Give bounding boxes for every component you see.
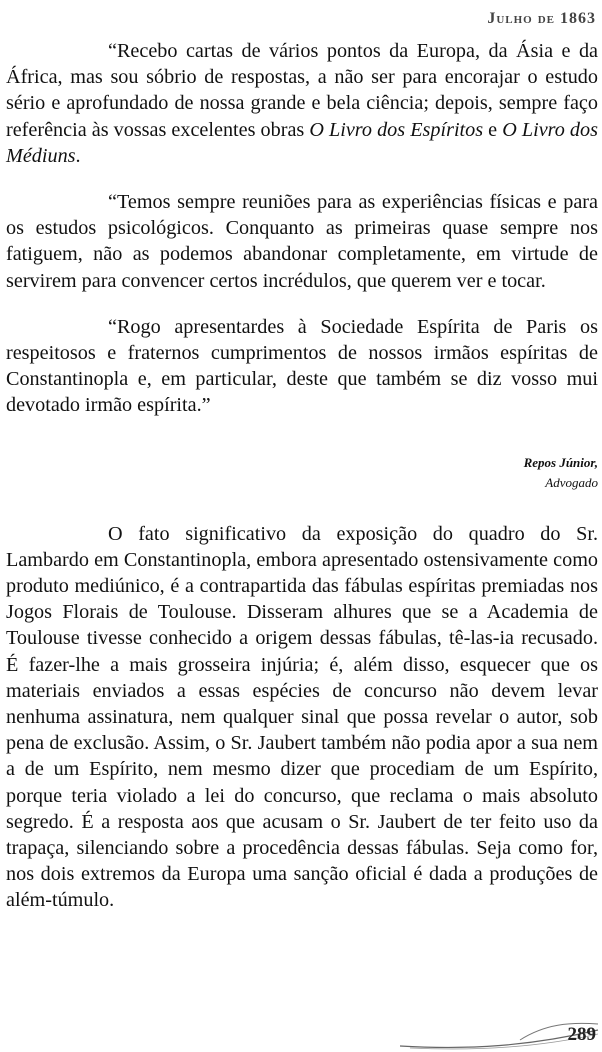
paragraph-1-text: “Recebo cartas de vários pontos da Europa, da Ásia e da África, mas sou sóbrio de respostas, a não ser para encorajar o estudo sério e aprofundado de nossa grande e bela ciência; depois, sempre faço referência às vossas excelentes obras bbox=[6, 40, 598, 141]
book-title-mediuns: O Livro dos Médiuns bbox=[6, 118, 598, 167]
footer-flourish bbox=[0, 1010, 602, 1052]
page-body bbox=[6, 38, 598, 914]
paragraph-2: “Temos sempre reuniões para as experiências físicas e para os estudos psicológicos. Conquanto as primeiras quase sempre nos fatiguem, não as podemos abandonar completamente, em virtude de servirem para convencer certos incrédulos, que querem ver e tocar. bbox=[6, 191, 598, 292]
paragraph-3: “Rogo apresentardes à Sociedade Espírita de Paris os respeitosos e fraternos cumprimentos de nossos irmãos espíritas de Constantinopla e, em particular, deste que também se diz vosso mui devotado irmão espírita.” bbox=[6, 315, 598, 417]
signature-block bbox=[6, 453, 598, 493]
paragraph-1 bbox=[6, 38, 598, 169]
signature-name: Repos Júnior, bbox=[523, 454, 598, 470]
page-footer bbox=[0, 1010, 602, 1052]
paragraph-1-end: . bbox=[75, 144, 81, 167]
running-header: Julho de 1863 bbox=[487, 10, 596, 27]
page-number: 289 bbox=[567, 1024, 596, 1045]
paragraph-4: O fato significativo da exposição do quadro do Sr. Lambardo em Constantinopla, embora apresentado ostensivamente como produto mediúnico, é a contrapartida das fábulas espíritas premiadas nos Jogos Florais de Toulouse. Disseram alhures que se a Academia de Toulouse tivesse conhecido a origem dessas fábulas, tê-las-ia recusado. É fazer-lhe a mais grosseira injúria; é, além disso, esquecer que os materiais enviados a essas espécies de concurso não devem levar nenhuma assinatura, nem qualquer sinal que possa revelar o autor, sob pena de exclusão. Assim, o Sr. Jaubert também não podia apor a sua nem a de um Espírito, nem mesmo dizer que procediam de um Espírito, porque teria violado a lei do concurso, que reclama o mais absoluto segredo. É a resposta aos que acusam o Sr. Jaubert de ter feito uso da trapaça, silenciando sobre a procedência dessas fábulas. Seja como for, nos dois extremos da Europa uma sanção oficial é dada a produções de além-túmulo. bbox=[6, 522, 598, 912]
book-title-espiritos: O Livro dos Espíritos bbox=[309, 118, 484, 141]
signature-role: Advogado bbox=[545, 474, 598, 490]
paragraph-1-conjunction: e bbox=[483, 118, 503, 141]
